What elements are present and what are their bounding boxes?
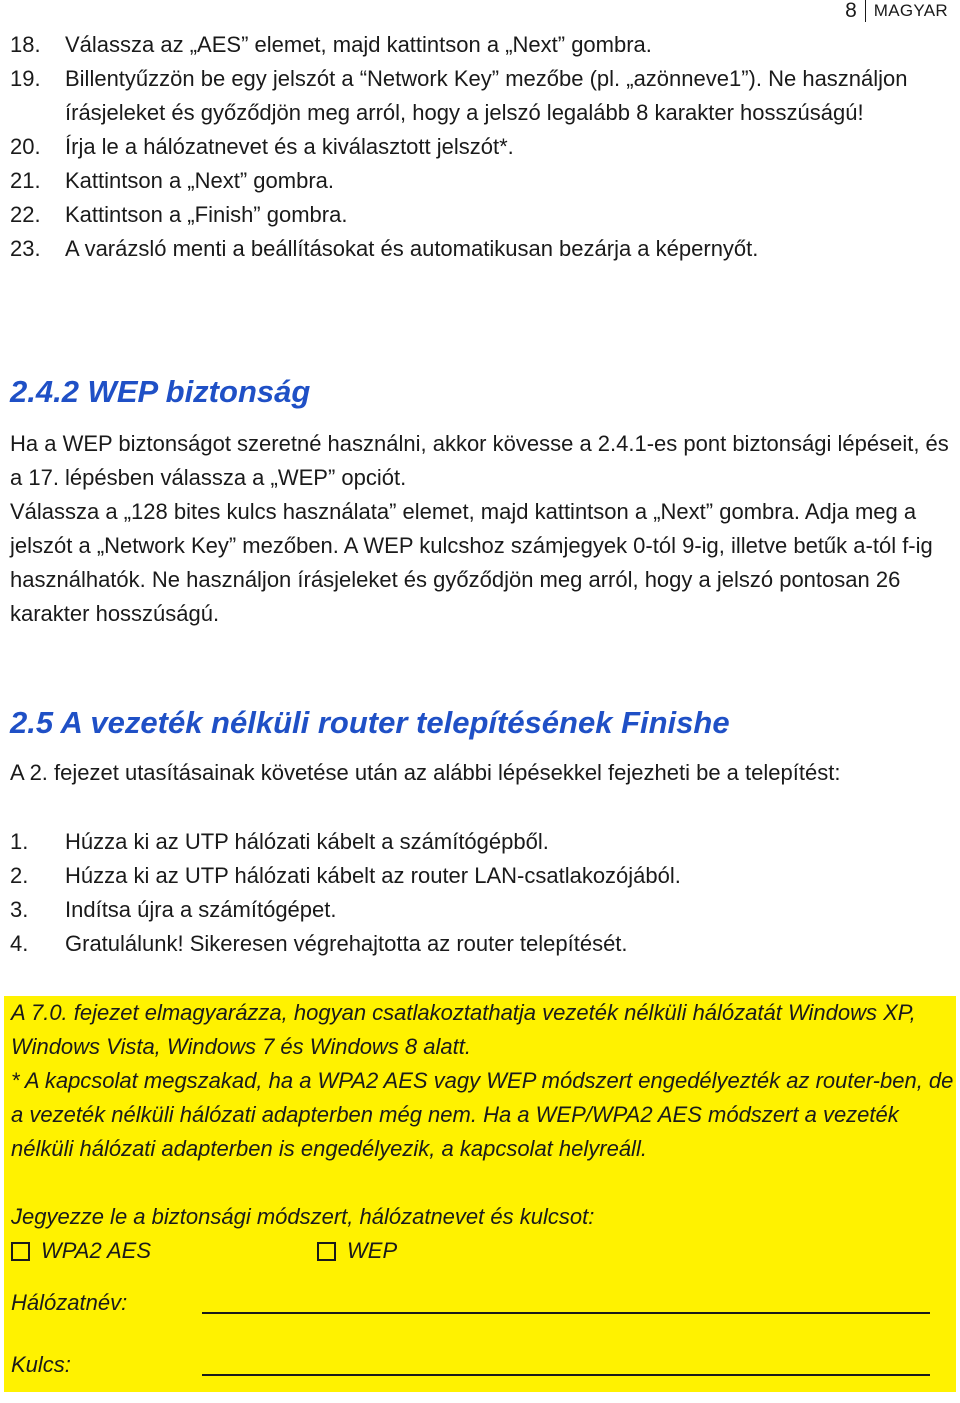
option-wep[interactable] <box>317 1234 397 1268</box>
wep-paragraph-1: Ha a WEP biztonságot szeretné használni, akkor kövesse a 2.4.1-es pont biztonsági lépéseit, és a 17. lépésben válassza a „WEP” opciót. <box>10 431 949 490</box>
finish-intro: A 2. fejezet utasításainak követése után az alábbi lépésekkel fejezheti be a telepítést: <box>10 760 841 785</box>
step-text: A varázsló menti a beállításokat és automatikusan bezárja a képernyőt. <box>65 236 759 261</box>
header-divider <box>865 0 866 22</box>
page-header <box>845 0 948 22</box>
note-intro: A 7.0. fejezet elmagyarázza, hogyan csatlakoztathatja vezeték nélküli hálózatát Windows XP, Windows Vista, Windows 7 és Windows 8 alatt. <box>11 1000 916 1059</box>
wep-paragraph-2: Válassza a „128 bites kulcs használata” elemet, majd kattintson a „Next” gombra. Adja meg a jelszót a „Network Key” mezőben. A WEP kulcshoz számjegyek 0-tól 9-ig, illetve betűk a-tól f-ig használhatók. Ne használjon írásjeleket és győződjön meg arról, hogy a jelszó pontosan 26 karakter hosszúságú. <box>10 499 933 626</box>
list-item <box>10 859 950 893</box>
step-number: 19. <box>10 66 41 91</box>
list-item <box>10 28 950 62</box>
step-text: Billentyűzzön be egy jelszót a “Network Key” mezőbe (pl. „azönneve1”). Ne használjon írásjeleket és győződjön meg arról, hogy a jelszó legalább 8 karakter hosszúságú! <box>65 66 908 125</box>
step-text: Húzza ki az UTP hálózati kábelt a számítógépből. <box>65 829 549 854</box>
list-item <box>10 164 950 198</box>
key-line[interactable] <box>202 1374 930 1376</box>
step-number: 21. <box>10 168 41 193</box>
section-heading-finish: 2.5 A vezeték nélküli router telepítésének Finishe <box>10 705 730 740</box>
key-label: Kulcs: <box>11 1352 71 1377</box>
option-wpa2-aes[interactable] <box>11 1234 151 1268</box>
step-number: 2. <box>10 863 29 888</box>
page-number: 8 <box>845 0 857 22</box>
step-text: Kattintson a „Next” gombra. <box>65 168 335 193</box>
step-text: Kattintson a „Finish” gombra. <box>65 202 348 227</box>
list-item <box>10 825 950 859</box>
steps-list-top <box>10 28 950 266</box>
note-footnote: * A kapcsolat megszakad, ha a WPA2 AES vagy WEP módszert engedélyezték az router-ben, de a vezeték nélküli hálózati adapterben még nem. Ha a WEP/WPA2 AES módszert a vezeték nélküli hálózati adapterben is engedélyezik, a kapcsolat helyreáll. <box>11 1068 954 1161</box>
step-number: 20. <box>10 134 41 159</box>
list-item <box>10 232 950 266</box>
network-name-line[interactable] <box>202 1312 930 1314</box>
network-name-label: Hálózatnév: <box>11 1290 128 1315</box>
section-heading-wep: 2.4.2 WEP biztonság <box>10 374 311 409</box>
list-item <box>10 130 950 164</box>
network-name-row <box>11 1286 127 1320</box>
step-number: 18. <box>10 32 41 57</box>
key-row <box>11 1348 71 1382</box>
record-label: Jegyezze le a biztonsági módszert, hálózatnevet és kulcsot: <box>11 1204 595 1229</box>
list-item <box>10 62 950 130</box>
list-item <box>10 893 950 927</box>
step-number: 1. <box>10 829 29 854</box>
step-text: Indítsa újra a számítógépet. <box>65 897 337 922</box>
option-label: WPA2 AES <box>41 1238 152 1263</box>
step-text: Írja le a hálózatnevet és a kiválasztott jelszót*. <box>65 134 514 159</box>
step-text: Válassza az „AES” elemet, majd kattintson a „Next” gombra. <box>65 32 652 57</box>
security-method-options <box>11 1234 956 1268</box>
step-number: 4. <box>10 931 29 956</box>
language-label: MAGYAR <box>873 1 948 20</box>
highlighted-note-box <box>4 996 956 1392</box>
list-item <box>10 198 950 232</box>
option-label: WEP <box>347 1238 398 1263</box>
checkbox-icon[interactable] <box>317 1242 336 1261</box>
checkbox-icon[interactable] <box>11 1242 30 1261</box>
steps-list-finish <box>10 825 950 961</box>
step-number: 22. <box>10 202 41 227</box>
step-text: Gratulálunk! Sikeresen végrehajtotta az router telepítését. <box>65 931 628 956</box>
list-item <box>10 927 950 961</box>
step-number: 3. <box>10 897 29 922</box>
step-text: Húzza ki az UTP hálózati kábelt az router LAN-csatlakozójából. <box>65 863 681 888</box>
step-number: 23. <box>10 236 41 261</box>
